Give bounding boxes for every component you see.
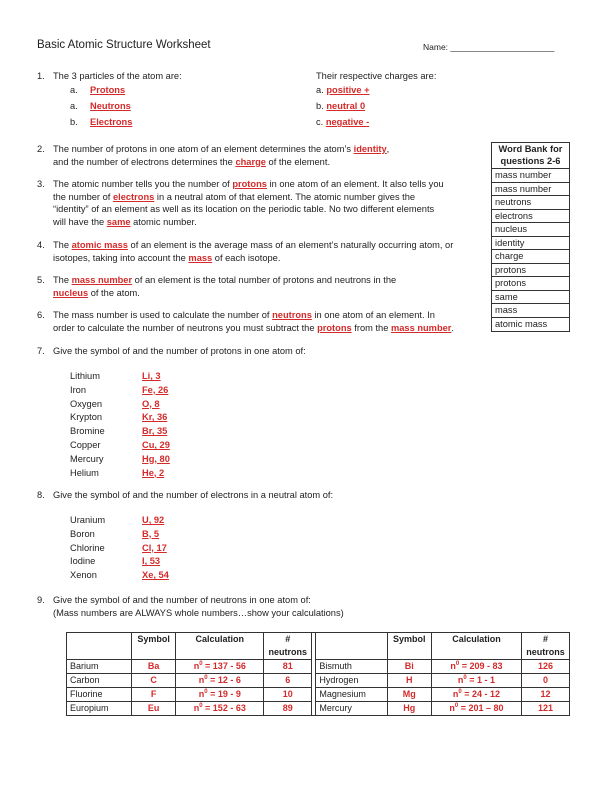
column-header: neutrons bbox=[264, 646, 312, 660]
word-bank-item: mass bbox=[492, 304, 569, 318]
charges-prompt: Their respective charges are: bbox=[316, 71, 437, 81]
column-header: # bbox=[522, 633, 570, 647]
answer-blank: neutrons bbox=[272, 310, 312, 320]
question-text: The atomic number tells you the number of protons in one atom of an element. It also tells you the number of electrons in a neutral atom of that element. The atomic number gives the “identity” of an element as well as its location on the periodic table. No two different elements will have the same atomic number. bbox=[53, 179, 444, 227]
question-prompt: Give the symbol of and the number of neutrons in one atom of: (Mass numbers are ALWAYS whole numbers…show your calculations) bbox=[53, 594, 482, 619]
column-header: # bbox=[264, 633, 312, 647]
table-row: Carbon C $n^0 = 12 - 6$ 6 Hydrogen H $n^0 = 1 - 1$ 0 bbox=[67, 674, 570, 688]
question-number: 7. bbox=[37, 346, 45, 356]
question-number: 5. bbox=[37, 275, 45, 285]
question-4 bbox=[37, 239, 482, 264]
question-text: The number of protons in one atom of an element determines the atom’s identity, and the number of electrons determines the charge of the element. bbox=[53, 144, 390, 167]
word-bank-item: charge bbox=[492, 250, 569, 264]
question-number: 3. bbox=[37, 179, 45, 189]
list-item: Oxygen O, 8 bbox=[70, 398, 160, 409]
question-number: 2. bbox=[37, 144, 45, 154]
particle-c bbox=[70, 116, 132, 129]
page-title: Basic Atomic Structure Worksheet bbox=[37, 39, 211, 51]
word-bank-item: nucleus bbox=[492, 223, 569, 237]
answer-blank: mass number bbox=[71, 275, 133, 285]
question-2 bbox=[37, 143, 482, 168]
list-item: Iodine I, 53 bbox=[70, 556, 161, 567]
answer-blank: charge bbox=[235, 156, 266, 167]
question-note: (Mass numbers are ALWAYS whole numbers…show your calculations) bbox=[53, 607, 344, 618]
answer-letter: a. bbox=[70, 101, 78, 111]
column-header: Symbol bbox=[387, 633, 431, 660]
question-5 bbox=[37, 274, 482, 299]
question-text: The atomic mass of an element is the average mass of an element’s naturally occurring atom, or isotopes, taking into account the mass of each isotope. bbox=[53, 240, 454, 263]
answer-blank: mass bbox=[188, 252, 213, 263]
question-number: 6. bbox=[37, 310, 45, 320]
answer-blank: protons bbox=[317, 322, 352, 333]
word-bank-item: mass number bbox=[492, 183, 569, 197]
answer-value: positive + bbox=[326, 85, 370, 95]
word-bank-item: same bbox=[492, 291, 569, 305]
list-item: Copper Cu, 29 bbox=[70, 439, 170, 450]
column-header: Calculation bbox=[176, 633, 264, 660]
word-bank-item: protons bbox=[492, 277, 569, 291]
answer-blank: identity bbox=[353, 144, 387, 154]
answer-value: Electrons bbox=[90, 117, 133, 127]
particle-a bbox=[70, 84, 125, 97]
question-number: 8. bbox=[37, 490, 45, 500]
word-bank-item: electrons bbox=[492, 210, 569, 224]
answer-letter: b. bbox=[316, 101, 324, 111]
list-item: Iron Fe, 26 bbox=[70, 384, 169, 395]
column-header: neutrons bbox=[522, 646, 570, 660]
answer-letter: b. bbox=[70, 117, 78, 127]
list-item: Mercury Hg, 80 bbox=[70, 453, 170, 464]
question-text: The mass number of an element is the total number of protons and neutrons in the nucleus of the atom. bbox=[53, 275, 397, 298]
charge-b bbox=[316, 100, 365, 113]
word-bank-item: identity bbox=[492, 237, 569, 251]
answer-value: Neutrons bbox=[90, 101, 131, 111]
question-3 bbox=[37, 178, 482, 228]
list-item: Krypton Kr, 36 bbox=[70, 412, 168, 423]
word-bank bbox=[491, 142, 570, 332]
word-bank-item: neutrons bbox=[492, 196, 569, 210]
question-9 bbox=[37, 594, 482, 619]
answer-letter: a. bbox=[70, 85, 78, 95]
question-prompt: Give the symbol of and the number of electrons in a neutral atom of: bbox=[53, 490, 334, 500]
neutrons-table bbox=[66, 632, 570, 716]
table-row: Europium Eu $n^0 = 152 - 63$ 89 Mercury Hg $n^0 = 201 - 80$ 121 bbox=[67, 702, 570, 716]
question-prompt: The 3 particles of the atom are: bbox=[53, 71, 182, 81]
column-header: Symbol bbox=[132, 633, 176, 660]
list-item: Xenon Xe, 54 bbox=[70, 570, 169, 581]
word-bank-item: atomic mass bbox=[495, 318, 548, 329]
answer-blank: electrons bbox=[112, 191, 155, 202]
table-row: Fluorine F $n^0 = 19 - 9$ 10 Magnesium Mg $n^0 = 24 - 12$ 12 bbox=[67, 688, 570, 702]
name-field[interactable]: Name: ______________________ bbox=[423, 42, 555, 52]
charge-a bbox=[316, 84, 370, 97]
answer-blank: nucleus bbox=[53, 287, 89, 298]
table-row: Barium Ba $n^0 = 137 - 56$ 81 Bismuth Bi $n^0 = 209 - 83$ 126 bbox=[67, 660, 570, 674]
answer-value: negative - bbox=[325, 117, 370, 127]
question-6 bbox=[37, 309, 482, 334]
question-8 bbox=[37, 489, 482, 502]
answer-letter: c. bbox=[316, 117, 324, 127]
word-bank-item: protons bbox=[492, 264, 569, 278]
question-7 bbox=[37, 345, 482, 358]
answer-blank: same bbox=[106, 216, 131, 227]
answer-letter: a. bbox=[316, 85, 324, 95]
particle-b bbox=[70, 100, 131, 113]
list-item: Helium He, 2 bbox=[70, 467, 165, 478]
answer-blank: protons bbox=[232, 179, 267, 189]
question-text: The mass number is used to calculate the number of neutrons in one atom of an element. In order to calculate the number of neutrons you must subtract the protons from the mass number. bbox=[53, 310, 455, 333]
list-item: Bromine Br, 35 bbox=[70, 426, 168, 437]
protons-list bbox=[70, 370, 170, 480]
list-item: Boron B, 5 bbox=[70, 528, 160, 539]
word-bank-title: Word Bank for questions 2-6 bbox=[492, 143, 569, 169]
answer-value: neutral 0 bbox=[326, 101, 366, 111]
list-item: Lithium Li, 3 bbox=[70, 371, 161, 381]
charge-c bbox=[316, 116, 369, 129]
list-item: Uranium U, 92 bbox=[70, 515, 165, 525]
word-bank-item: mass number bbox=[492, 169, 569, 183]
electrons-list bbox=[70, 514, 169, 583]
question-number: 1. bbox=[37, 71, 45, 81]
question-number: 4. bbox=[37, 240, 45, 250]
answer-blank: mass number bbox=[390, 322, 452, 333]
table-header-row bbox=[67, 633, 570, 647]
list-item: Chlorine Cl, 17 bbox=[70, 542, 167, 553]
answer-value: Protons bbox=[90, 85, 126, 95]
question-prompt: Give the symbol of and the number of protons in one atom of: bbox=[53, 346, 306, 356]
answer-blank: atomic mass bbox=[71, 240, 128, 250]
question-number: 9. bbox=[37, 595, 45, 605]
column-header: Calculation bbox=[431, 633, 521, 660]
